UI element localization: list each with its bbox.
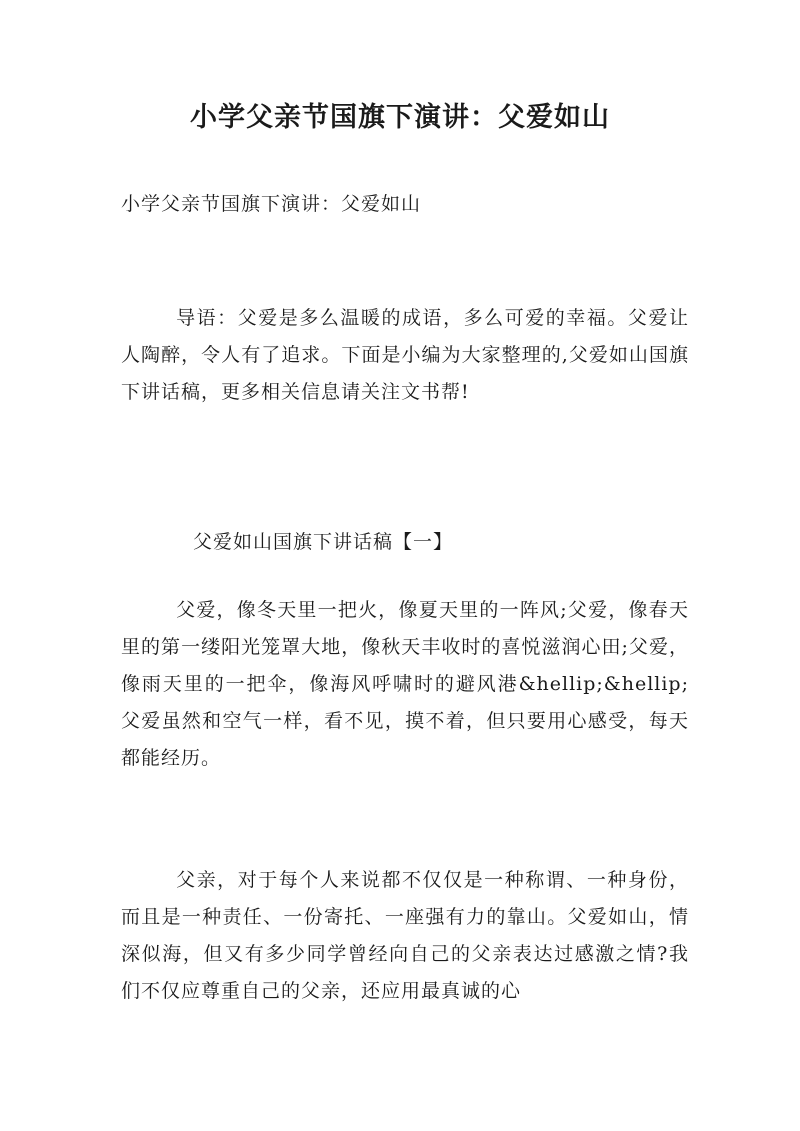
body-paragraph-2: 父亲，对于每个人来说都不仅仅是一种称谓、一种身份，而且是一种责任、一份寄托、一座强有力的靠山。父爱如山，情深似海，但又有多少同学曾经向自己的父亲表达过感激之情?我们不仅应尊重自己的父亲，还应用最真诚的心 <box>121 869 689 1002</box>
page-title: 小学父亲节国旗下演讲：父爱如山 <box>190 102 610 133</box>
intro-paragraph: 导语：父爱是多么温暖的成语，多么可爱的幸福。父爱让人陶醉，令人有了追求。下面是小编为大家整理的,父爱如山国旗下讲话稿，更多相关信息请关注文书帮! <box>121 307 689 403</box>
section-heading: 父爱如山国旗下讲话稿【一】 <box>193 531 454 553</box>
body-paragraph-1: 父爱，像冬天里一把火，像夏天里的一阵风;父爱，像春天里的第一缕阳光笼罩大地，像秋天丰收时的喜悦滋润心田;父爱，像雨天里的一把伞，像海风呼啸时的避风港&hellip;&hellip;父爱虽然和空气一样，看不见，摸不着，但只要用心感受，每天都能经历。 <box>121 599 689 769</box>
document-subtitle: 小学父亲节国旗下演讲：父爱如山 <box>121 193 422 215</box>
